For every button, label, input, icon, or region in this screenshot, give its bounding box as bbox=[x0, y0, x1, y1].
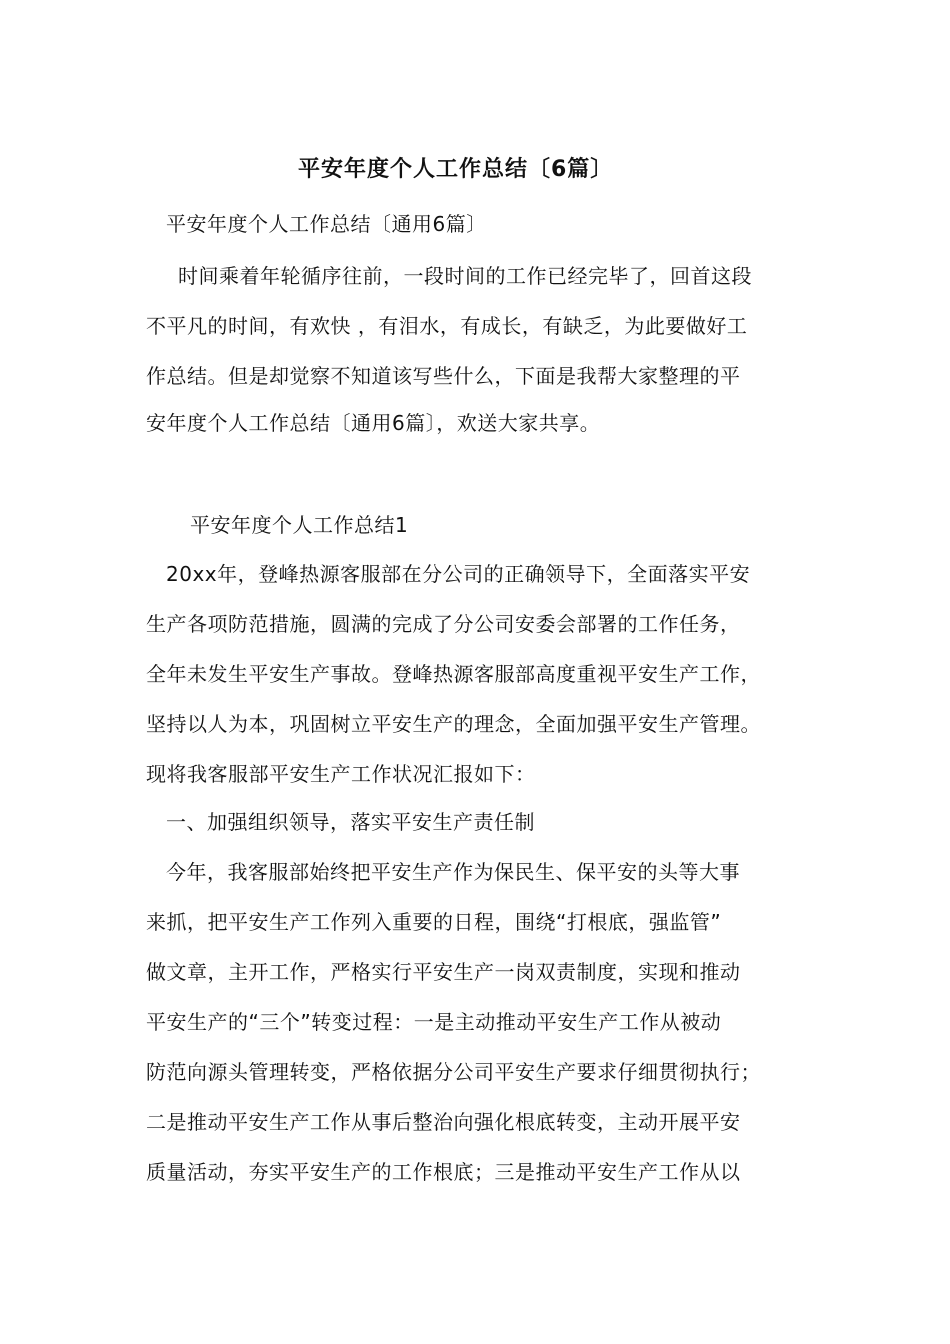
intro-line: 安年度个人工作总结〔通用6篇〕，欢送大家共享。 bbox=[146, 411, 601, 435]
paragraph-line: 质量活动，夯实平安生产的工作根底；三是推动平安生产工作从以 bbox=[146, 1160, 741, 1184]
intro-line: 时间乘着年轮循序往前，一段时间的工作已经完毕了，回首这段 bbox=[178, 264, 752, 288]
document-title: 平安年度个人工作总结〔6篇〕 bbox=[298, 157, 614, 182]
paragraph-line: 做文章，主开工作，严格实行平安生产一岗双责制度，实现和推动 bbox=[146, 960, 741, 984]
paragraph-line: 坚持以人为本，巩固树立平安生产的理念，全面加强平安生产管理。 bbox=[146, 712, 761, 736]
subheading: 一、加强组织领导，落实平安生产责任制 bbox=[166, 810, 535, 834]
intro-line: 作总结。但是却觉察不知道该写些什么，下面是我帮大家整理的平 bbox=[146, 364, 741, 388]
paragraph-line: 防范向源头管理转变，严格依据分公司平安生产要求仔细贯彻执行； bbox=[146, 1060, 761, 1084]
intro-line: 不平凡的时间，有欢快 ，有泪水，有成长，有缺乏，为此要做好工 bbox=[146, 314, 748, 338]
paragraph-line: 全年未发生平安生产事故。登峰热源客服部高度重视平安生产工作， bbox=[146, 662, 761, 686]
section-heading: 平安年度个人工作总结1 bbox=[190, 513, 409, 537]
paragraph-line: 生产各项防范措施，圆满的完成了分公司安委会部署的工作任务， bbox=[146, 612, 741, 636]
paragraph-line: 平安生产的“三个”转变过程：一是主动推动平安生产工作从被动 bbox=[146, 1010, 722, 1034]
paragraph-line: 二是推动平安生产工作从事后整治向强化根底转变，主动开展平安 bbox=[146, 1110, 741, 1134]
paragraph-line: 现将我客服部平安生产工作状况汇报如下： bbox=[146, 762, 536, 786]
paragraph-line: 20xx年，登峰热源客服部在分公司的正确领导下，全面落实平安 bbox=[166, 562, 751, 586]
paragraph-line: 来抓，把平安生产工作列入重要的日程，围绕“打根底，强监管” bbox=[146, 910, 722, 934]
document-subtitle: 平安年度个人工作总结〔通用6篇〕 bbox=[166, 212, 487, 236]
paragraph-line: 今年，我客服部始终把平安生产作为保民生、保平安的头等大事 bbox=[166, 860, 740, 884]
